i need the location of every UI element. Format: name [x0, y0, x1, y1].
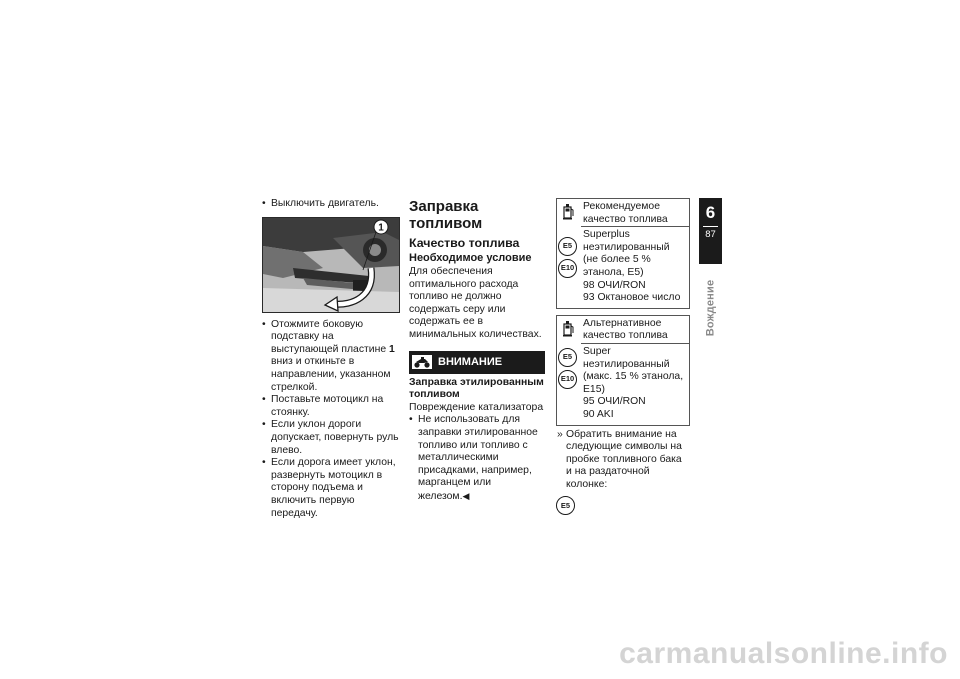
tab-divider: [703, 226, 718, 227]
e10-symbol: E10: [558, 370, 577, 389]
bullet-engine-off: • Выключить двигатель.: [262, 198, 400, 211]
warning-banner: [409, 351, 545, 374]
watermark: carmanualsonline.info: [619, 637, 948, 670]
bullet-steer-left: • Если уклон дороги допускает, повернуть руль влево.: [262, 419, 400, 457]
section-name: Вождение: [704, 279, 717, 337]
fuel-box-text: [581, 199, 689, 308]
fuel-pump-icon: [563, 320, 574, 337]
alternative-aki: 90 AKI: [583, 408, 614, 420]
bullet-text: Отожмите боковую подставку на выступающей пластине: [271, 318, 389, 355]
subsection-title: Качество топлива: [409, 236, 520, 250]
fuel-box-recommended: [556, 198, 690, 309]
requirement-text: Для обеспечения оптимального расхода топливо не должно содержать серу или содержать ее в минимальных количествах.: [409, 266, 542, 340]
recommended-ron: 98 ОЧИ/RON: [583, 279, 646, 291]
recommended-aki: 93 Октановое число: [583, 292, 681, 304]
e5-symbol-standalone: [556, 496, 575, 515]
page-number: 87: [705, 229, 716, 240]
fuel-pump-icon: [563, 203, 574, 220]
chapter-tab: [699, 198, 722, 264]
section-title: Заправка топливом: [409, 198, 483, 232]
recommended-fuel: Superplus неэтилированный (не более 5 % этанола, E5): [583, 229, 670, 278]
alternative-spec: [581, 343, 689, 422]
bullet-side-stand: [262, 319, 400, 395]
warning-subject: Заправка этилированным топливом: [409, 376, 544, 401]
e10-symbol: E10: [558, 259, 577, 278]
side-stand-photo: [262, 217, 400, 313]
callout-ref: 1: [389, 343, 395, 355]
e5-symbol: E5: [558, 237, 577, 256]
warning-instruction-text: Не использовать для заправки этилированное топливо или топливо с металлическими присадками, например, марганцем или железом.: [418, 414, 538, 502]
end-mark-icon: ◀: [462, 490, 470, 501]
fuel-box-alternative: [556, 315, 690, 426]
recommended-title: Рекомендуемое качество топлива: [583, 201, 668, 225]
chapter-number: 6: [705, 203, 716, 222]
bullet-slope: • Если дорога имеет уклон, развернуть мотоцикл в сторону подъема и включить первую передачу.: [262, 457, 400, 520]
side-stand-illustration: [263, 218, 399, 312]
fuel-symbols: [557, 316, 581, 425]
bullet-text-rest: вниз и откиньте в направлении, указанном стрелкой.: [271, 356, 391, 393]
column-left: [262, 198, 400, 520]
fuel-box-text: [581, 316, 689, 425]
warning-effect: Повреждение катализатора: [409, 401, 544, 413]
column-middle: [409, 198, 545, 504]
section-side-label: [699, 268, 722, 348]
motorcycle-warning-icon: [412, 355, 432, 369]
warning-instruction: [409, 414, 545, 503]
e5-symbol: E5: [558, 348, 577, 367]
photo-callout-1: 1: [378, 222, 384, 234]
recommended-spec: [581, 226, 689, 305]
bullet-park: • Поставьте мотоцикл на стоянку.: [262, 394, 400, 419]
column-right: [556, 198, 690, 515]
e5-symbol: E5: [556, 496, 575, 515]
requirement-heading: Необходимое условие: [409, 252, 532, 264]
alternative-fuel: Super неэтилированный (макс. 15 % этанола, E15): [583, 345, 684, 395]
alternative-ron: 95 ОЧИ/RON: [583, 396, 646, 408]
fuel-symbols: [557, 199, 581, 308]
warning-label: ВНИМАНИЕ: [438, 355, 503, 368]
symbol-note: » Обратить внимание на следующие символы на пробке топливного бака и на раздаточной колонке:: [556, 429, 690, 492]
alternative-title: Альтернативное качество топлива: [583, 317, 668, 342]
